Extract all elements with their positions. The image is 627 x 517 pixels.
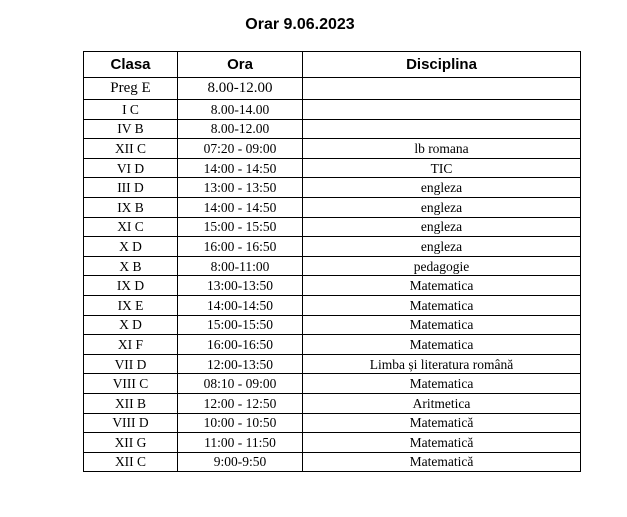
cell-clasa: Preg E xyxy=(84,78,178,100)
cell-clasa: III D xyxy=(84,178,178,198)
cell-ora: 14:00 - 14:50 xyxy=(178,158,303,178)
table-row xyxy=(84,276,581,296)
cell-ora: 11:00 - 11:50 xyxy=(178,433,303,453)
cell-disciplina: Aritmetica xyxy=(303,393,581,413)
table-row xyxy=(84,139,581,159)
table-row xyxy=(84,374,581,394)
cell-clasa: XII B xyxy=(84,393,178,413)
cell-clasa: IX B xyxy=(84,197,178,217)
cell-clasa: IX E xyxy=(84,295,178,315)
table-row xyxy=(84,78,581,100)
cell-clasa: I C xyxy=(84,100,178,120)
table-row xyxy=(84,452,581,472)
column-header-clasa: Clasa xyxy=(84,52,178,78)
cell-ora: 13:00-13:50 xyxy=(178,276,303,296)
cell-ora: 8.00-12.00 xyxy=(178,119,303,139)
cell-clasa: VI D xyxy=(84,158,178,178)
table-row xyxy=(84,237,581,257)
cell-ora: 15:00-15:50 xyxy=(178,315,303,335)
table-row xyxy=(84,100,581,120)
cell-disciplina: Matematica xyxy=(303,315,581,335)
cell-ora: 10:00 - 10:50 xyxy=(178,413,303,433)
cell-clasa: IX D xyxy=(84,276,178,296)
cell-clasa: IV B xyxy=(84,119,178,139)
cell-disciplina: engleza xyxy=(303,178,581,198)
table-row xyxy=(84,158,581,178)
cell-ora: 14:00 - 14:50 xyxy=(178,197,303,217)
cell-clasa: XI C xyxy=(84,217,178,237)
cell-disciplina: Matematica xyxy=(303,374,581,394)
cell-disciplina: Matematică xyxy=(303,452,581,472)
cell-ora: 07:20 - 09:00 xyxy=(178,139,303,159)
table-row xyxy=(84,433,581,453)
cell-ora: 8.00-14.00 xyxy=(178,100,303,120)
cell-disciplina xyxy=(303,78,581,100)
cell-ora: 16:00 - 16:50 xyxy=(178,237,303,257)
cell-disciplina: engleza xyxy=(303,217,581,237)
cell-ora: 8:00-11:00 xyxy=(178,256,303,276)
table-row xyxy=(84,354,581,374)
table-row xyxy=(84,315,581,335)
cell-clasa: XII G xyxy=(84,433,178,453)
table-row xyxy=(84,119,581,139)
cell-disciplina: Matematica xyxy=(303,276,581,296)
table-row xyxy=(84,295,581,315)
column-header-disciplina: Disciplina xyxy=(303,52,581,78)
cell-ora: 08:10 - 09:00 xyxy=(178,374,303,394)
cell-ora: 9:00-9:50 xyxy=(178,452,303,472)
cell-disciplina: Matematică xyxy=(303,413,581,433)
table-header-row xyxy=(84,52,581,78)
cell-disciplina: pedagogie xyxy=(303,256,581,276)
table-row xyxy=(84,413,581,433)
cell-clasa: VIII D xyxy=(84,413,178,433)
cell-ora: 16:00-16:50 xyxy=(178,335,303,355)
cell-ora: 13:00 - 13:50 xyxy=(178,178,303,198)
cell-disciplina: Matematica xyxy=(303,335,581,355)
cell-clasa: X D xyxy=(84,315,178,335)
table-row xyxy=(84,393,581,413)
cell-ora: 8.00-12.00 xyxy=(178,78,303,100)
cell-disciplina xyxy=(303,100,581,120)
page-title: Orar 9.06.2023 xyxy=(245,16,355,33)
cell-clasa: VIII C xyxy=(84,374,178,394)
table-row xyxy=(84,335,581,355)
cell-disciplina: TIC xyxy=(303,158,581,178)
cell-ora: 15:00 - 15:50 xyxy=(178,217,303,237)
cell-clasa: VII D xyxy=(84,354,178,374)
cell-clasa: XII C xyxy=(84,452,178,472)
cell-disciplina xyxy=(303,119,581,139)
schedule-table xyxy=(83,51,581,472)
cell-disciplina: Limba și literatura română xyxy=(303,354,581,374)
cell-ora: 14:00-14:50 xyxy=(178,295,303,315)
cell-ora: 12:00 - 12:50 xyxy=(178,393,303,413)
table-row xyxy=(84,197,581,217)
table-row xyxy=(84,256,581,276)
cell-clasa: X B xyxy=(84,256,178,276)
cell-clasa: XII C xyxy=(84,139,178,159)
cell-disciplina: lb romana xyxy=(303,139,581,159)
cell-clasa: XI F xyxy=(84,335,178,355)
cell-disciplina: Matematică xyxy=(303,433,581,453)
cell-disciplina: Matematica xyxy=(303,295,581,315)
cell-clasa: X D xyxy=(84,237,178,257)
table-row xyxy=(84,178,581,198)
cell-disciplina: engleza xyxy=(303,197,581,217)
column-header-ora: Ora xyxy=(178,52,303,78)
table-row xyxy=(84,217,581,237)
cell-disciplina: engleza xyxy=(303,237,581,257)
cell-ora: 12:00-13:50 xyxy=(178,354,303,374)
